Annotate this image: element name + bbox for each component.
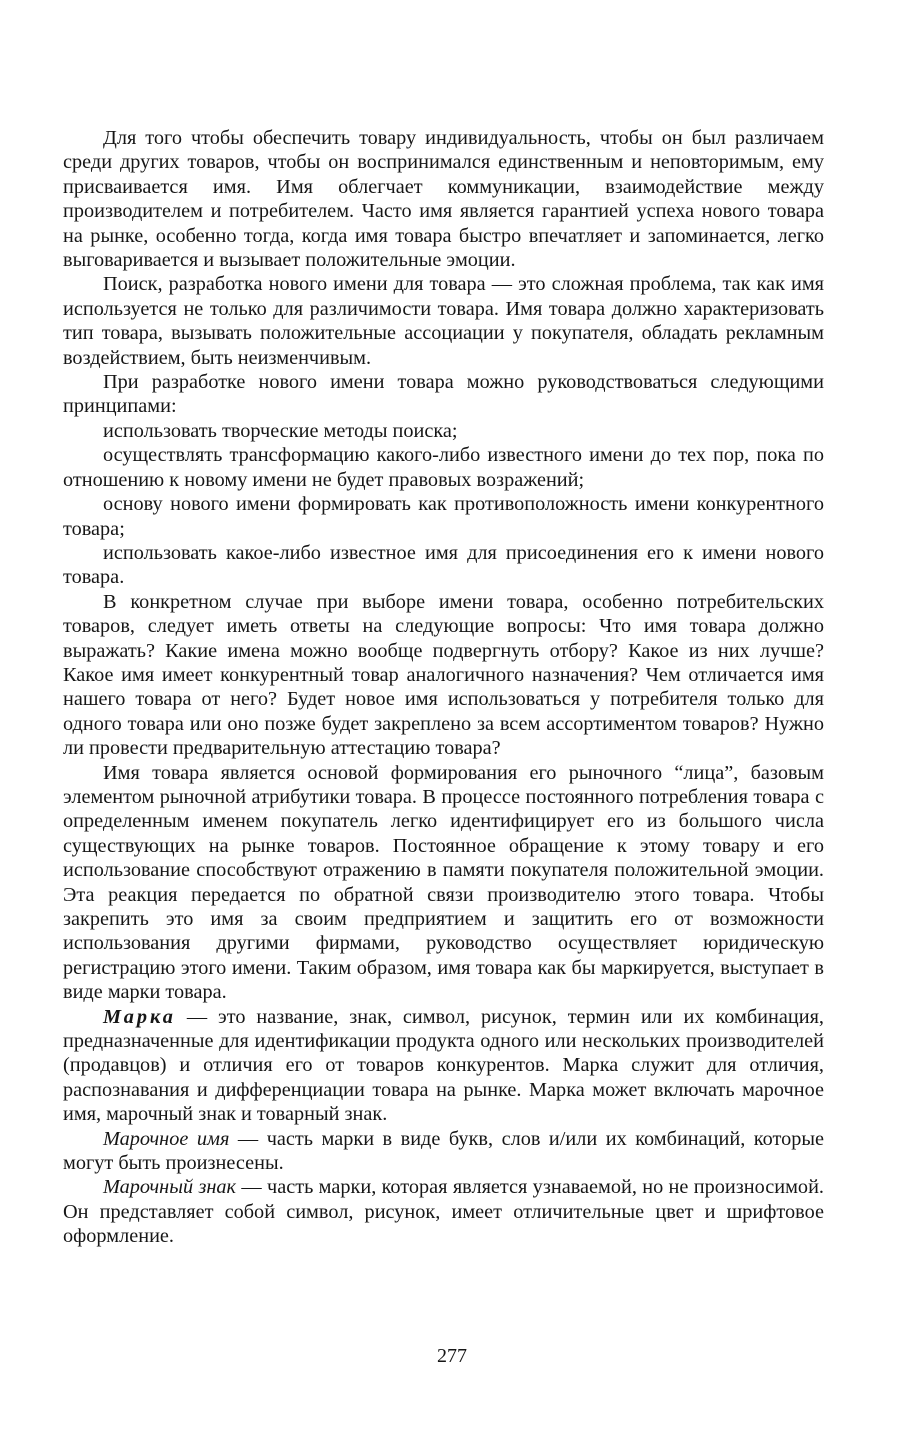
definition-brand-mark-text: — часть марки, которая является узнаваемой, но не произносимой. Он представляет собой символ, рисунок, имеет отличительные цвет и шрифтовое оформление. [63, 1176, 824, 1248]
term-brand-mark: Марочный знак [103, 1176, 237, 1199]
definition-brand-mark [63, 1175, 824, 1248]
definition-brand-name [63, 1127, 824, 1176]
body-text [63, 126, 824, 1249]
paragraph-selection-questions: В конкретном случае при выборе имени товара, особенно потребительских товаров, следует иметь ответы на следующие вопросы: Что имя товара должно выражать? Какие имена можно вообще подвергнуть отбору? Какое из них лучше? Какое имя имеет конкурентный товар аналогичного назначения? Чем отличается имя нашего товара от него? Будет новое имя использоваться у потребителя только для одного товара или оно позже будет закреплено за всем ассортиментом товаров? Нужно ли провести предварительную аттестацию товара? [63, 590, 824, 760]
definition-brand [63, 1005, 824, 1127]
paragraph-name-as-face: Имя товара является основой формирования его рыночного “лица”, базовым элементом рыночной атрибутики товара. В процессе постоянного потребления товара с определенным именем покупатель легко идентифицирует его из большого числа существующих на рынке товаров. Постоянное обращение к этому товару и его использование способствуют отражению в памяти покупателя положительной эмоции. Эта реакция передается по обратной связи производителю этого товара. Чтобы закрепить это имя за своим предприятием и защитить его от возможности использования другими фирмами, руководство осуществляет юридическую регистрацию этого имени. Таким образом, имя товара как бы маркируется, выступает в виде марки товара. [63, 761, 824, 1004]
definition-brand-text: — это название, знак, символ, рисунок, термин или их комбинация, предназначенные для идентификации продукта одного или нескольких производителей (продавцов) и отличия его от товаров конкурентов. Марка служит для отличия, распознавания и дифференциации товара на рынке. Марка может включать марочное имя, марочный знак и товарный знак. [63, 1005, 824, 1126]
page-number: 277 [437, 1345, 467, 1367]
definition-brand-name-text: — часть марки в виде букв, слов и/или их комбинаций, которые могут быть произнесены. [63, 1127, 824, 1175]
term-brand: Марка [103, 1005, 176, 1028]
list-item-principle-2: осуществлять трансформацию какого-либо известного имени до тех пор, пока по отношению к новому имени не будет правовых возражений; [63, 444, 824, 491]
paragraph-product-name-intro: Для того чтобы обеспечить товару индивидуальность, чтобы он был различаем среди других товаров, чтобы он воспринимался единственным и неповторимым, ему присваивается имя. Имя облегчает коммуникации, взаимодействие между производителем и потребителем. Часто имя является гарантией успеха нового товара на рынке, особенно тогда, когда имя товара быстро впечатляет и запоминается, легко выговаривается и вызывает положительные эмоции. [63, 127, 824, 272]
term-brand-name: Марочное имя [103, 1127, 230, 1150]
list-item-principle-3: основу нового имени формировать как противоположность имени конкурентного товара; [63, 493, 824, 540]
list-item-principle-1: использовать творческие методы поиска; [103, 419, 458, 442]
paragraph-name-search: Поиск, разработка нового имени для товара — это сложная проблема, так как имя используется не только для различимости товара. Имя товара должно характеризовать тип товара, вызывать положительные ассоциации у покупателя, обладать рекламным воздействием, быть неизменчивым. [63, 273, 824, 369]
paragraph-principles-intro: При разработке нового имени товара можно руководствоваться следующими принципами: [63, 371, 824, 418]
list-item-principle-4: использовать какое-либо известное имя для присоединения его к имени нового товара. [63, 541, 824, 589]
